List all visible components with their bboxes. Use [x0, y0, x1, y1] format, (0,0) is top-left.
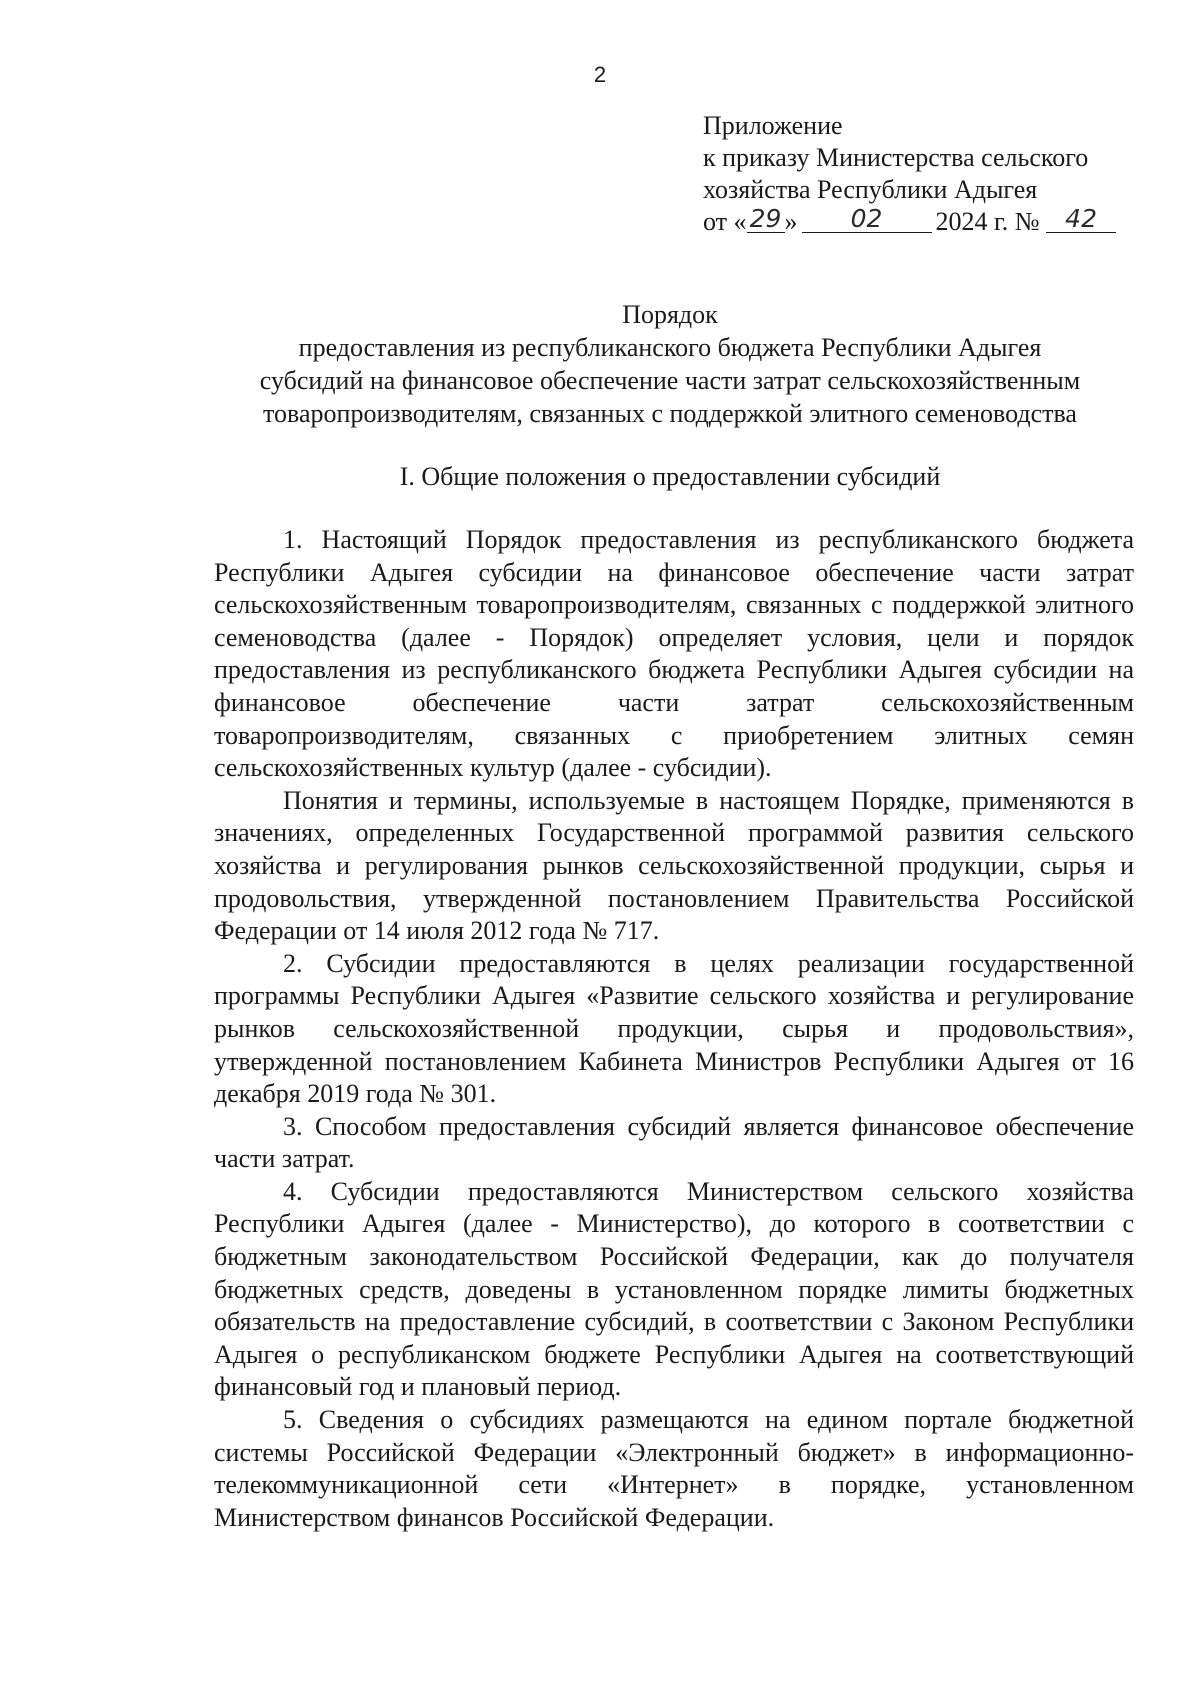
page-number: 2 [593, 62, 607, 87]
title-line-1: предоставления из республиканского бюджета Республики Адыгея [298, 333, 1042, 362]
paragraph-2: 2. Субсидии предоставляются в целях реализации государственной программы Республики Адыгея «Развитие сельского хозяйства и регулирование рынков сельскохозяйственной продукции, сырья и продовольствия», утвержденной постановлением Кабинета Министров Республики Адыгея от 16 декабря 2019 года № 301. [214, 948, 1134, 1109]
title-line-3: товаропроизводителям, связанных с поддержкой элитного семеноводства [263, 399, 1077, 428]
handwritten-month: 02 [802, 206, 932, 233]
handwritten-day: 29 [747, 206, 785, 233]
paragraph-4: 4. Субсидии предоставляются Министерством сельского хозяйства Республики Адыгея (далее - Министерство), до которого в соответствии с бюджетным законодательством Российской Федерации, как до получателя бюджетных средств, доведены в установленном порядке лимиты бюджетных обязательств на предоставление субсидий, в соответствии с Законом Республики Адыгея о республиканском бюджете Республики Адыгея на соответствующий финансовый год и плановый период. [214, 1176, 1134, 1402]
appendix-order-line: к приказу Министерства сельского [703, 143, 1089, 172]
appendix-date-line [703, 206, 1173, 238]
paragraph-1: 1. Настоящий Порядок предоставления из республиканского бюджета Республики Адыгея субсидии на финансовое обеспечение части затрат сельскохозяйственным товаропроизводителям, связанных с поддержкой элитного семеноводства (далее - Порядок) определяет условия, цели и порядок предоставления из республиканского бюджета Республики Адыгея субсидии на финансовое обеспечение части затрат сельскохозяйственным товаропроизводителям, связанных с приобретением элитных семян сельскохозяйственных культур (далее - субсидии). [214, 525, 1134, 783]
title-heading: Порядок [622, 300, 718, 329]
paragraph-5: 5. Сведения о субсидиях размещаются на едином портале бюджетной системы Российской Федерации «Электронный бюджет» в информационно-телекоммуникационной сети «Интернет» в порядке, установленном Министерством финансов Российской Федерации. [214, 1405, 1134, 1532]
section-heading: I. Общие положения о предоставлении субсидий [399, 462, 941, 491]
appendix-ministry-line: хозяйства Республики Адыгея [703, 175, 1038, 204]
paragraph-3: 3. Способом предоставления субсидий является финансовое обеспечение части затрат. [214, 1111, 1134, 1174]
date-day-close: » [784, 207, 798, 236]
title-line-2: субсидий на финансовое обеспечение части затрат сельскохозяйственным [259, 366, 1081, 395]
document-title [210, 298, 1130, 430]
date-prefix: от « [703, 207, 747, 236]
appendix-label: Приложение [703, 111, 843, 140]
handwritten-order-number: 42 [1046, 206, 1116, 233]
date-year: 2024 г. № [935, 207, 1040, 236]
body-text [214, 524, 1134, 1534]
paragraph-terms: Понятия и термины, используемые в настоящем Порядке, применяются в значениях, определенных Государственной программой развития сельского хозяйства и регулирования рынков сельскохозяйственной продукции, сырья и продовольствия, утвержденной постановлением Правительства Российской Федерации от 14 июля 2012 года № 717. [214, 785, 1134, 946]
appendix-block [703, 110, 1173, 238]
